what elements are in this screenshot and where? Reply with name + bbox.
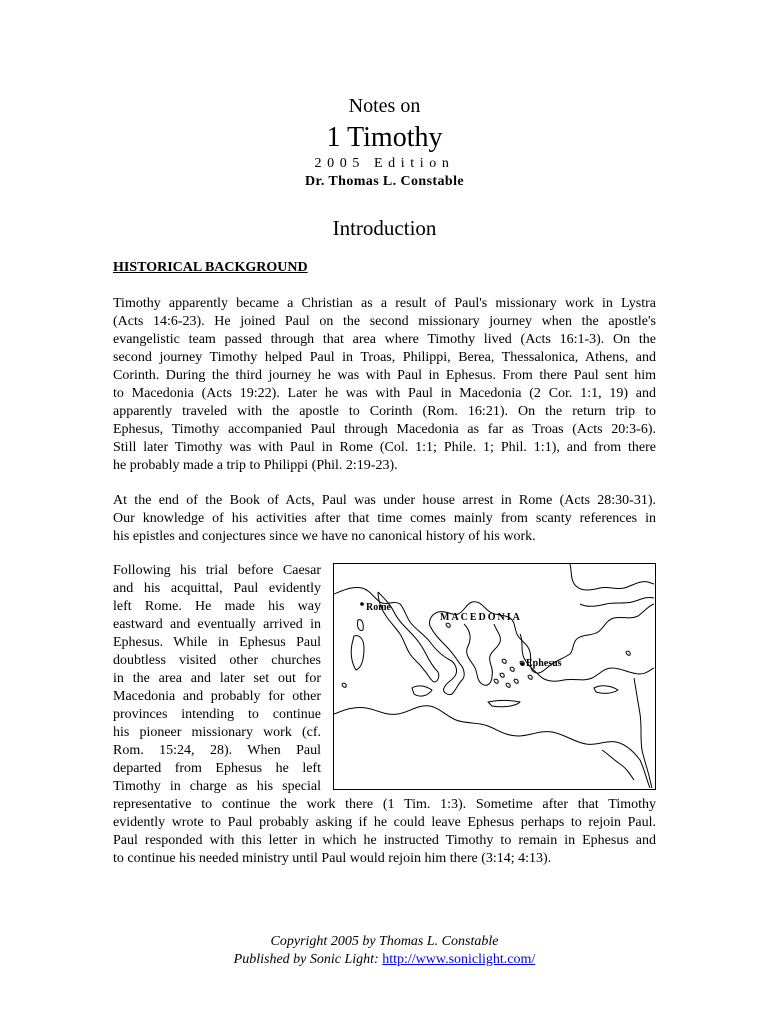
historical-background-heading: HISTORICAL BACKGROUND bbox=[113, 260, 308, 275]
crete bbox=[488, 701, 520, 707]
map-graphic bbox=[334, 564, 654, 788]
paragraph-line: Rom. 15:24, 28). When Paul bbox=[113, 743, 321, 758]
island-small bbox=[626, 651, 630, 655]
paragraph-2 bbox=[113, 492, 656, 546]
paragraph-line: to Macedonia (Acts 19:22). Later he was with Paul in Macedonia (2 Cor. 1:1, 19) and bbox=[113, 386, 656, 401]
coastline-south bbox=[334, 706, 650, 788]
publisher-link[interactable]: http://www.soniclight.com/ bbox=[382, 952, 536, 967]
corsica bbox=[357, 620, 363, 631]
paragraph-line: Macedonia and probably for other bbox=[113, 689, 321, 704]
notes-on-heading: Notes on bbox=[348, 95, 421, 117]
paragraph-line: Ephesus, Timothy accompanied Paul through Macedonia as far as Troas (Acts 20:3-6). bbox=[113, 422, 656, 437]
page-footer bbox=[113, 933, 656, 969]
aegean-island bbox=[510, 667, 514, 671]
ephesus-marker bbox=[520, 658, 561, 669]
paragraph-line: second journey Timothy helped Paul in Troas, Philippi, Berea, Thessalonica, Athens, and bbox=[113, 350, 656, 365]
paragraph-3-wrapped bbox=[113, 562, 321, 796]
island-small bbox=[342, 683, 346, 687]
paragraph-line: apparently traveled with the apostle to Corinth (Rom. 16:21). On the return trip to bbox=[113, 404, 656, 419]
paragraph-3-continued bbox=[113, 796, 656, 868]
coastline-black-sea-south bbox=[580, 597, 654, 606]
paragraph-line: At the end of the Book of Acts, Paul was under house arrest in Rome (Acts 28:30-31). bbox=[113, 493, 656, 508]
paragraph-line: representative to continue the work there (1 Tim. 1:3). Sometime after that Timothy bbox=[113, 797, 656, 812]
paragraph-line: departed from Ephesus he left bbox=[113, 761, 321, 776]
paragraph-line: Timothy in charge as his special bbox=[113, 779, 321, 794]
paragraph-line: Ephesus. While in Ephesus Paul bbox=[113, 635, 321, 650]
paragraph-line: evidently wrote to Paul probably asking if he could leave Ephesus perhaps to rejoin Paul. bbox=[113, 815, 656, 830]
cyprus bbox=[594, 686, 618, 693]
delta-coast bbox=[602, 750, 634, 780]
mediterranean-map bbox=[333, 563, 656, 790]
map-label-ephesus: Ephesus bbox=[526, 658, 562, 669]
document-page bbox=[113, 0, 656, 1024]
paragraph-line: Paul responded with this letter in which he instructed Timothy to remain in Ephesus and bbox=[113, 833, 656, 848]
section-title: Introduction bbox=[332, 216, 437, 240]
paragraph-line: evangelistic team passed through that area where Timothy lived (Acts 16:1-3). On the bbox=[113, 332, 656, 347]
paragraph-line: and his acquittal, Paul evidently bbox=[113, 581, 321, 596]
paragraph-line: provinces intending to continue bbox=[113, 707, 321, 722]
paragraph-line: to continue his needed ministry until Paul would rejoin him there (3:14; 4:13). bbox=[113, 851, 552, 866]
aegean-island bbox=[502, 659, 506, 663]
island-small bbox=[446, 623, 450, 627]
aegean-island bbox=[494, 679, 498, 683]
paragraph-line: Still later Timothy was with Paul in Rome (Col. 1:1; Phile. 1; Phil. 1:1), and from there bbox=[113, 440, 656, 455]
levant-coast bbox=[634, 678, 652, 788]
publisher-line bbox=[113, 951, 656, 969]
paragraph-line: he probably made a trip to Philippi (Phil. 2:19-23). bbox=[113, 458, 398, 473]
aegean-island bbox=[500, 673, 504, 677]
paragraph-line: his pioneer missionary work (cf. bbox=[113, 725, 321, 740]
publisher-label: Published by Sonic Light: bbox=[233, 952, 379, 967]
copyright-notice: Copyright 2005 by Thomas L. Constable bbox=[270, 934, 499, 949]
paragraph-1 bbox=[113, 295, 656, 475]
greece-coast bbox=[464, 624, 500, 685]
aegean-island bbox=[514, 679, 518, 683]
paragraph-line: Following his trial before Caesar bbox=[113, 563, 321, 578]
aegean-island bbox=[528, 675, 532, 679]
map-label-macedonia: MACEDONIA bbox=[440, 612, 522, 623]
paragraph-line: in the area and later set out for bbox=[113, 671, 321, 686]
map-label-rome: Rome bbox=[366, 602, 391, 613]
sardinia bbox=[351, 636, 364, 670]
paragraph-line: doubtless visited other churches bbox=[113, 653, 321, 668]
book-title: 1 Timothy bbox=[326, 122, 443, 153]
paragraph-line: (Acts 14:6-23). He joined Paul on the second missionary journey when the apostle's bbox=[113, 314, 656, 329]
paragraph-line: Corinth. During the third journey he was with Paul in Ephesus. From there Paul sent him bbox=[113, 368, 656, 383]
aegean-island bbox=[506, 683, 510, 687]
sicily bbox=[412, 686, 432, 696]
paragraph-line: left Rome. He made his way bbox=[113, 599, 321, 614]
rome-marker bbox=[360, 602, 391, 613]
paragraph-line: Our knowledge of his activities after that time comes mainly from scanty references in bbox=[113, 511, 656, 526]
coastline-black-sea bbox=[570, 564, 654, 590]
paragraph-line: his epistles and conjectures since we have no canonical history of his work. bbox=[113, 529, 536, 544]
edition-label: 2005 Edition bbox=[314, 156, 455, 171]
author-name: Dr. Thomas L. Constable bbox=[305, 174, 464, 189]
paragraph-line: eastward and eventually arrived in bbox=[113, 617, 321, 632]
paragraph-line: Timothy apparently became a Christian as a result of Paul's missionary work in Lystra bbox=[113, 296, 656, 311]
